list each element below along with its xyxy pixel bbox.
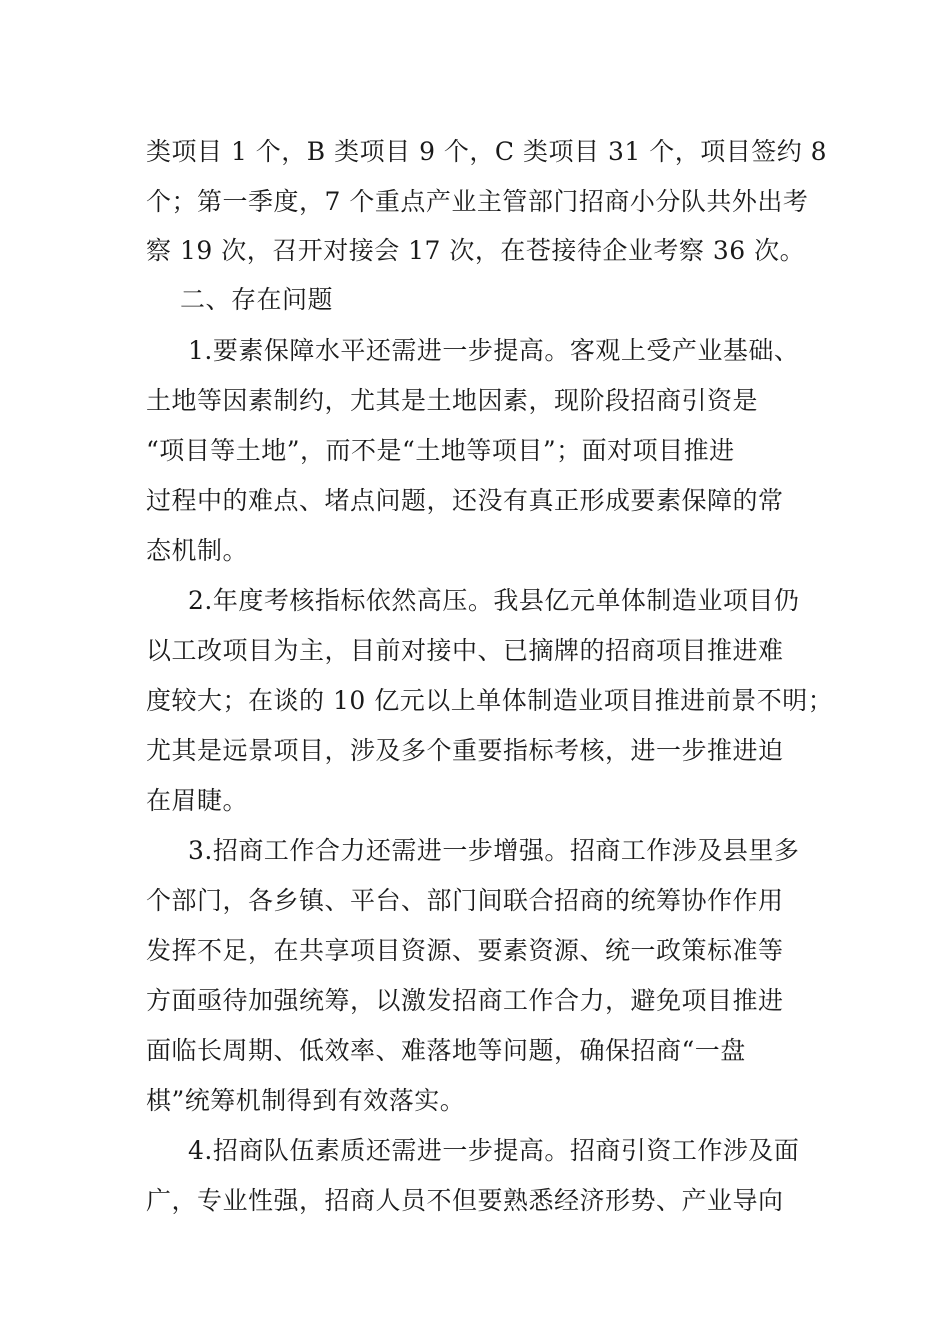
intro-line: 类项目 1 个，B 类项目 9 个，C 类项目 31 个，项目签约 8	[146, 137, 828, 166]
problem-3-line: 3.招商工作合力还需进一步增强。招商工作涉及县里多	[188, 836, 800, 865]
problem-1-line: 过程中的难点、堵点问题，还没有真正形成要素保障的常	[146, 486, 784, 515]
problem-3-line: 棋”统筹机制得到有效落实。	[146, 1086, 466, 1115]
section-heading: 二、存在问题	[180, 285, 334, 314]
problem-2-line: 度较大；在谈的 10 亿元以上单体制造业项目推进前景不明；	[146, 686, 834, 715]
problem-4-line: 4.招商队伍素质还需进一步提高。招商引资工作涉及面	[188, 1136, 800, 1165]
problem-1-line: 土地等因素制约，尤其是土地因素，现阶段招商引资是	[146, 386, 759, 415]
problem-1-line: 态机制。	[146, 536, 249, 565]
problem-3-line: 个部门，各乡镇、平台、部门间联合招商的统筹协作作用	[146, 886, 784, 915]
problem-2-line: 尤其是远景项目，涉及多个重要指标考核，进一步推进迫	[146, 736, 784, 765]
problem-1-line: “项目等土地”，而不是“土地等项目”；面对项目推进	[146, 436, 735, 465]
problem-1-line: 1.要素保障水平还需进一步提高。客观上受产业基础、	[188, 336, 800, 365]
problem-3-line: 发挥不足，在共享项目资源、要素资源、统一政策标准等	[146, 936, 784, 965]
problem-2-line: 2.年度考核指标依然高压。我县亿元单体制造业项目仍	[188, 586, 800, 615]
problem-2-line: 在眉睫。	[146, 786, 249, 815]
problem-4-line: 广，专业性强，招商人员不但要熟悉经济形势、产业导向	[146, 1186, 784, 1215]
intro-line: 察 19 次，召开对接会 17 次，在苍接待企业考察 36 次。	[146, 236, 806, 265]
problem-3-line: 方面亟待加强统筹，以激发招商工作合力，避免项目推进	[146, 986, 784, 1015]
problem-3-line: 面临长周期、低效率、难落地等问题，确保招商“一盘	[146, 1036, 746, 1065]
intro-line: 个；第一季度，7 个重点产业主管部门招商小分队共外出考	[146, 187, 809, 216]
problem-2-line: 以工改项目为主，目前对接中、已摘牌的招商项目推进难	[146, 636, 784, 665]
